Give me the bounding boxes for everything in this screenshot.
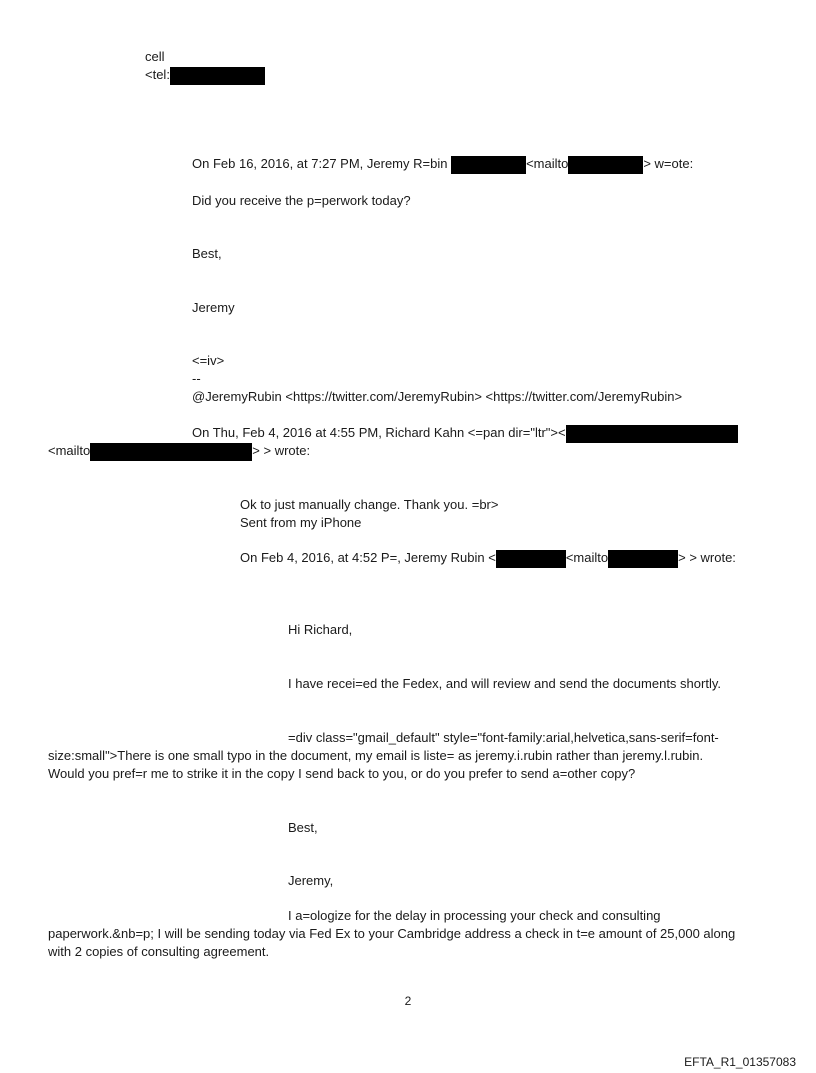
redaction [90,443,252,461]
msg1-signoff: Best, [192,246,222,261]
msg1-name: Jeremy [192,300,235,315]
msg3-name: Jeremy, [288,873,334,888]
msg1-intro-text: On Feb 16, 2016, at 7:27 PM, Jeremy R=bin [192,156,452,171]
msg3-para3-line2: paperwork.&nb=p; I will be sending today via Fed Ex to your Cambridge address a check in t=e amount of 25,000 along [48,926,736,941]
msg2-intro-end: > > wrote: [252,443,311,458]
msg3-mailto: <mailto [565,550,609,565]
tel-line [145,66,265,85]
msg3-intro-text: On Feb 4, 2016, at 4:52 P=, Jeremy Rubin < [240,550,496,565]
msg2-body2: Sent from my iPhone [240,515,362,530]
msg1-mailto: <mailto [526,156,569,171]
msg3-para2-line2: size:small">There is one small typo in the document, my email is liste= as jeremy.i.rubin rather than jeremy.l.rubin. [48,748,704,763]
msg1-intro-end: > w=ote: [643,156,694,171]
cell-label: cell [145,49,165,64]
msg3-greeting: Hi Richard, [288,622,353,637]
msg2-intro-line1 [192,424,738,443]
msg1-body: Did you receive the p=perwork today? [192,193,411,208]
msg1-div-tag: <=iv> [192,353,225,368]
redaction [568,156,643,174]
msg1-dashes: -- [192,371,201,386]
redaction [170,67,265,85]
msg2-intro-text: On Thu, Feb 4, 2016 at 4:55 PM, Richard Kahn <=pan dir="ltr">< [192,425,566,440]
msg2-mailto: <mailto [48,443,91,458]
page-number: 2 [404,994,412,1008]
msg1-twitter: @JeremyRubin <https://twitter.com/JeremyRubin> <https://twitter.com/JeremyRubin> [192,389,683,404]
msg3-para2-line1: =div class="gmail_default" style="font-family:arial,helvetica,sans-serif=font- [288,730,719,745]
tel-label: <tel: [145,67,170,82]
msg3-signoff: Best, [288,820,318,835]
msg1-intro [192,155,693,174]
msg3-para3-line3: with 2 copies of consulting agreement. [48,944,270,959]
redaction [608,550,678,568]
msg2-body1: Ok to just manually change. Thank you. =br> [240,497,499,512]
redaction [496,550,566,568]
msg3-para1: I have recei=ed the Fedex, and will review and send the documents shortly. [288,676,721,691]
redaction [451,156,526,174]
msg3-para3-line1: I a=ologize for the delay in processing your check and consulting [288,908,661,923]
msg3-para2-line3: Would you pref=r me to strike it in the copy I send back to you, or do you prefer to send a=other copy? [48,766,636,781]
msg2-intro-line2 [48,442,310,461]
msg3-intro-end: > > wrote: [678,550,736,565]
bates-number: EFTA_R1_01357083 [684,1055,796,1069]
redaction [566,425,738,443]
msg3-intro [240,549,736,568]
